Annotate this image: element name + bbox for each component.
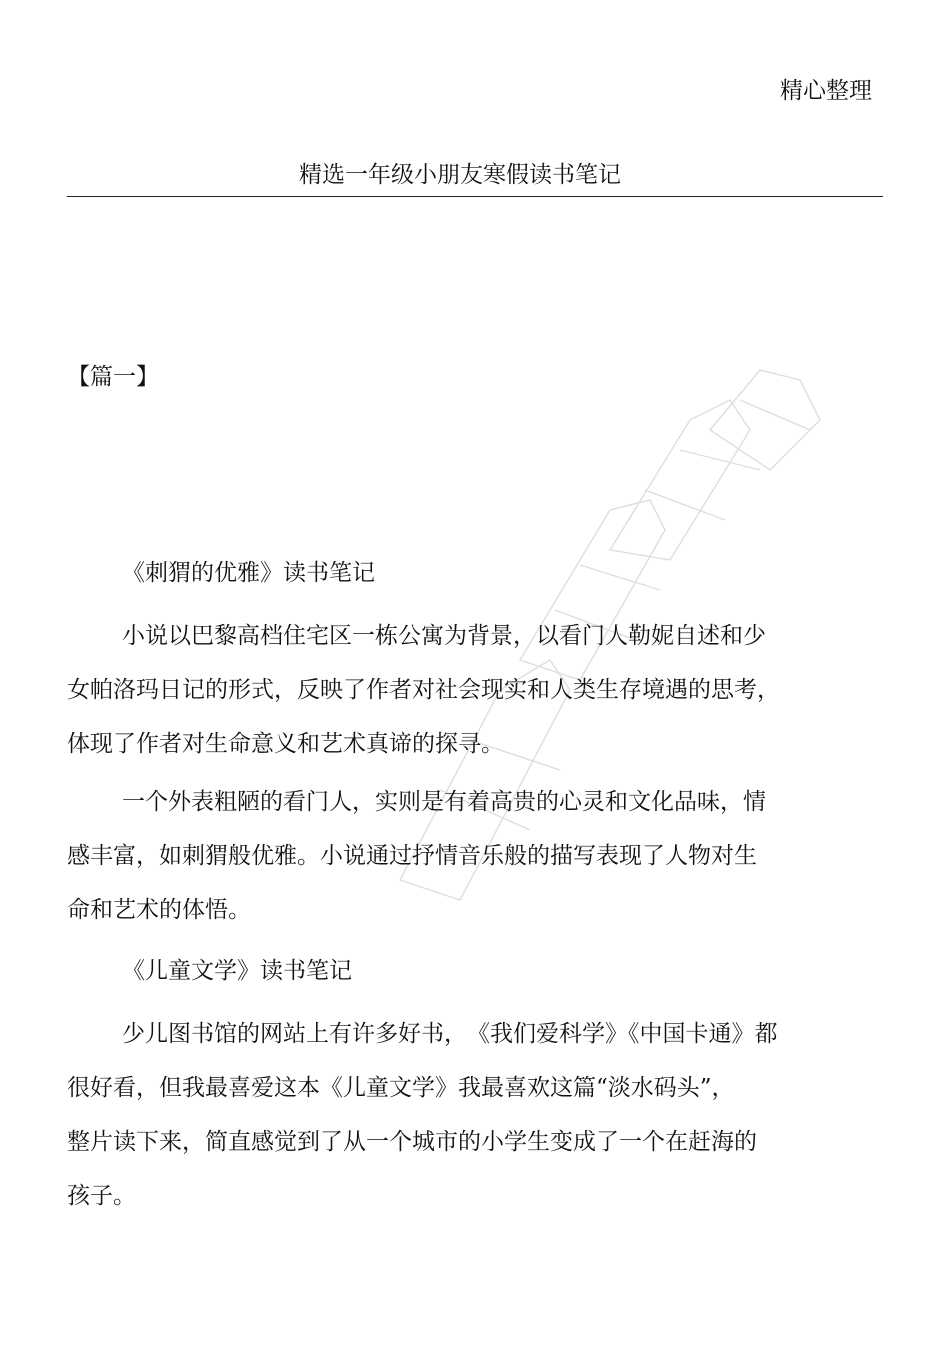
note-1-paragraph-2 xyxy=(67,784,877,946)
note-2-paragraph-1 xyxy=(67,1016,877,1232)
paragraph-line: 很好看，但我最喜爱这本《儿童文学》我最喜欢这篇“淡水码头”， xyxy=(67,1075,735,1101)
paragraph-line: 感丰富，如刺猬般优雅。小说通过抒情音乐般的描写表现了人物对生 xyxy=(67,843,757,869)
paragraph-line: 小说以巴黎高档住宅区一栋公寓为背景，以看门人勒妮自述和少 xyxy=(122,623,766,649)
paragraph-line: 一个外表粗陋的看门人，实则是有着高贵的心灵和文化品味，情 xyxy=(122,789,766,815)
paragraph-line: 体现了作者对生命意义和艺术真谛的探寻。 xyxy=(67,731,504,757)
corner-label: 精心整理 xyxy=(780,78,872,104)
paragraph-line: 少儿图书馆的网站上有许多好书， 《我们爱科学》《中国卡通》都 xyxy=(122,1021,778,1047)
note-heading-1: 《刺猬的优雅》读书笔记 xyxy=(122,560,375,586)
section-label: 【篇一】 xyxy=(67,364,159,390)
note-1-paragraph-1 xyxy=(67,618,877,780)
paragraph-line: 女帕洛玛日记的形式，反映了作者对社会现实和人类生存境遇的思考， xyxy=(67,677,780,703)
paragraph-line: 孩子。 xyxy=(67,1183,136,1209)
page-title: 精选一年级小朋友寒假读书笔记 xyxy=(299,162,621,188)
note-heading-2: 《儿童文学》读书笔记 xyxy=(122,958,352,984)
title-divider xyxy=(67,196,883,197)
paragraph-line: 整片读下来，简直感觉到了从一个城市的小学生变成了一个在赶海的 xyxy=(67,1129,757,1155)
paragraph-line: 命和艺术的体悟。 xyxy=(67,897,251,923)
